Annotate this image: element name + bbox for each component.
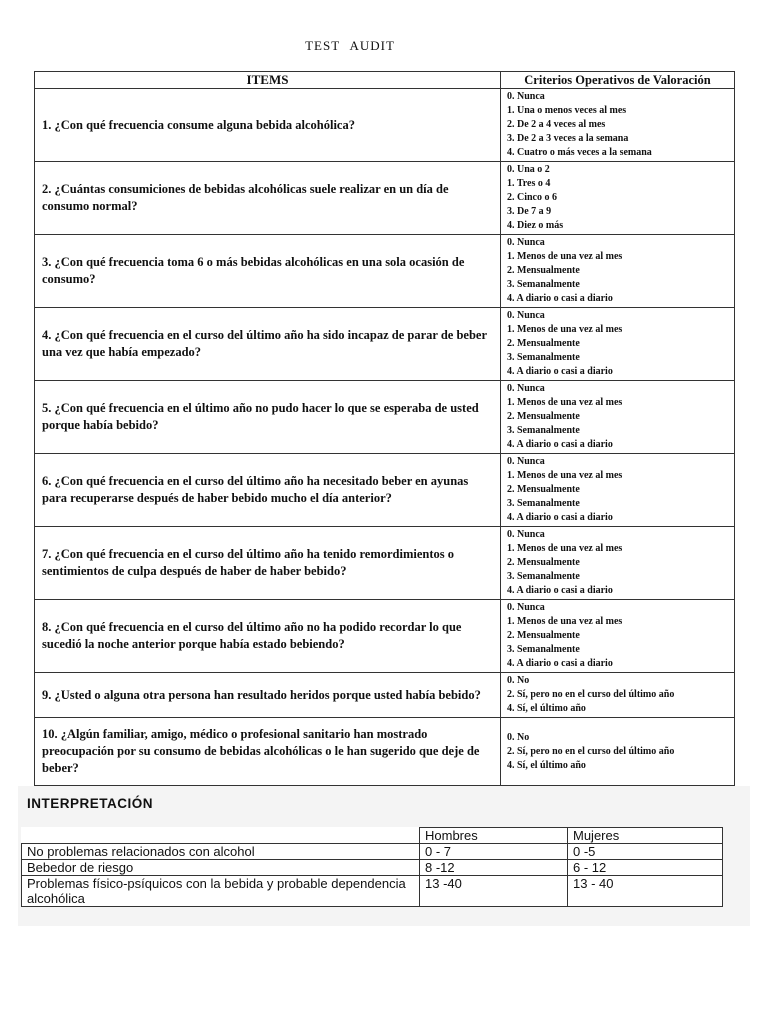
- option: 1. Menos de una vez al mes: [507, 324, 623, 335]
- options-cell: [501, 718, 735, 786]
- audit-body: [35, 89, 735, 786]
- question-row: [35, 162, 735, 235]
- women-range: 0 -5: [568, 844, 723, 860]
- options-cell: [501, 89, 735, 162]
- option: 0. Una o 2: [507, 164, 550, 175]
- interpretation-row: [22, 876, 723, 907]
- option: 4. A diario o casi a diario: [507, 293, 613, 304]
- option: 1. Una o menos veces al mes: [507, 105, 627, 116]
- question-row: [35, 454, 735, 527]
- men-range: 8 -12: [420, 860, 568, 876]
- interpretation-title: INTERPRETACIÓN: [27, 796, 154, 811]
- option: 1. Menos de una vez al mes: [507, 397, 623, 408]
- options-cell: [501, 162, 735, 235]
- question-row: [35, 527, 735, 600]
- option: 0. Nunca: [507, 383, 545, 394]
- option: 1. Menos de una vez al mes: [507, 251, 623, 262]
- option: 2. Mensualmente: [507, 338, 580, 349]
- category-label: No problemas relacionados con alcohol: [22, 844, 420, 860]
- women-range: 13 - 40: [568, 876, 723, 907]
- option: 3. Semanalmente: [507, 498, 580, 509]
- option: 0. Nunca: [507, 456, 545, 467]
- option: 4. A diario o casi a diario: [507, 512, 613, 523]
- items-header: ITEMS: [35, 72, 501, 89]
- interpretation-row: [22, 844, 723, 860]
- option: 3. Semanalmente: [507, 425, 580, 436]
- question-text: 2. ¿Cuántas consumiciones de bebidas alcohólicas suele realizar en un día de consumo normal?: [35, 162, 501, 235]
- options-cell: [501, 673, 735, 718]
- options-cell: [501, 381, 735, 454]
- option: 4. Sí, el último año: [507, 703, 586, 714]
- question-text: 7. ¿Con qué frecuencia en el curso del último año ha tenido remordimientos o sentimientos de culpa después de haber de haber bebido?: [35, 527, 501, 600]
- option: 3. De 2 a 3 veces a la semana: [507, 133, 629, 144]
- interpretation-row: [22, 860, 723, 876]
- interpretation-header-row: [22, 828, 723, 844]
- criteria-header: Criterios Operativos de Valoración: [501, 72, 735, 89]
- question-text: 10. ¿Algún familiar, amigo, médico o profesional sanitario han mostrado preocupación por su consumo de bebidas alcohólicas o le han sugerido que deje de beber?: [35, 718, 501, 786]
- option: 0. Nunca: [507, 529, 545, 540]
- question-text: 8. ¿Con qué frecuencia en el curso del último año no ha podido recordar lo que sucedió la noche anterior porque había estado bebiendo?: [35, 600, 501, 673]
- option: 2. Mensualmente: [507, 411, 580, 422]
- question-row: [35, 718, 735, 786]
- question-text: 4. ¿Con qué frecuencia en el curso del último año ha sido incapaz de parar de beber una vez que había empezado?: [35, 308, 501, 381]
- men-header: Hombres: [420, 828, 568, 844]
- option: 3. Semanalmente: [507, 279, 580, 290]
- option: 1. Menos de una vez al mes: [507, 470, 623, 481]
- option: 0. No: [507, 675, 530, 686]
- women-range: 6 - 12: [568, 860, 723, 876]
- option: 4. A diario o casi a diario: [507, 658, 613, 669]
- option: 2. Mensualmente: [507, 557, 580, 568]
- option: 1. Menos de una vez al mes: [507, 543, 623, 554]
- question-text: 6. ¿Con qué frecuencia en el curso del último año ha necesitado beber en ayunas para recuperarse después de haber bebido mucho el día anterior?: [35, 454, 501, 527]
- option: 1. Tres o 4: [507, 178, 551, 189]
- option: 2. Sí, pero no en el curso del último año: [507, 745, 675, 757]
- option: 0. Nunca: [507, 91, 545, 102]
- audit-header-row: [35, 72, 735, 89]
- option: 3. De 7 a 9: [507, 206, 552, 217]
- options-cell: [501, 600, 735, 673]
- option: 4. A diario o casi a diario: [507, 439, 613, 450]
- men-range: 13 -40: [420, 876, 568, 907]
- blank-header-cell: [22, 828, 420, 844]
- option: 2. De 2 a 4 veces al mes: [507, 119, 606, 130]
- men-range: 0 - 7: [420, 844, 568, 860]
- options-cell: [501, 235, 735, 308]
- question-text: 3. ¿Con qué frecuencia toma 6 o más bebidas alcohólicas en una sola ocasión de consumo?: [35, 235, 501, 308]
- page-title: TEST AUDIT: [305, 38, 395, 53]
- option: 3. Semanalmente: [507, 644, 580, 655]
- question-row: [35, 235, 735, 308]
- option: 4. Cuatro o más veces a la semana: [507, 147, 652, 158]
- question-text: 1. ¿Con qué frecuencia consume alguna bebida alcohólica?: [35, 89, 501, 162]
- question-row: [35, 308, 735, 381]
- interpretation-table: [21, 827, 723, 907]
- audit-table: [34, 71, 735, 786]
- option: 0. Nunca: [507, 237, 545, 248]
- option: 4. A diario o casi a diario: [507, 585, 613, 596]
- option: 3. Semanalmente: [507, 352, 580, 363]
- option: 4. A diario o casi a diario: [507, 366, 613, 377]
- option: 2. Mensualmente: [507, 630, 580, 641]
- option: 0. Nunca: [507, 602, 545, 613]
- question-text: 9. ¿Usted o alguna otra persona han resultado heridos porque usted había bebido?: [35, 673, 501, 718]
- question-row: [35, 600, 735, 673]
- option: 2. Mensualmente: [507, 484, 580, 495]
- options-cell: [501, 527, 735, 600]
- option: 2. Mensualmente: [507, 265, 580, 276]
- women-header: Mujeres: [568, 828, 723, 844]
- option: 3. Semanalmente: [507, 571, 580, 582]
- option: 2. Cinco o 6: [507, 192, 557, 203]
- question-row: [35, 673, 735, 718]
- option: 4. Sí, el último año: [507, 759, 586, 771]
- option: 1. Menos de una vez al mes: [507, 616, 623, 627]
- category-label: Bebedor de riesgo: [22, 860, 420, 876]
- question-row: [35, 89, 735, 162]
- options-cell: [501, 454, 735, 527]
- question-text: 5. ¿Con qué frecuencia en el último año no pudo hacer lo que se esperaba de usted porque había bebido?: [35, 381, 501, 454]
- option: 0. Nunca: [507, 310, 545, 321]
- option: 4. Diez o más: [507, 220, 564, 231]
- category-label: Problemas físico-psíquicos con la bebida y probable dependencia alcohólica: [22, 876, 420, 907]
- option: 0. No: [507, 731, 530, 743]
- question-row: [35, 381, 735, 454]
- options-cell: [501, 308, 735, 381]
- option: 2. Sí, pero no en el curso del último año: [507, 689, 675, 700]
